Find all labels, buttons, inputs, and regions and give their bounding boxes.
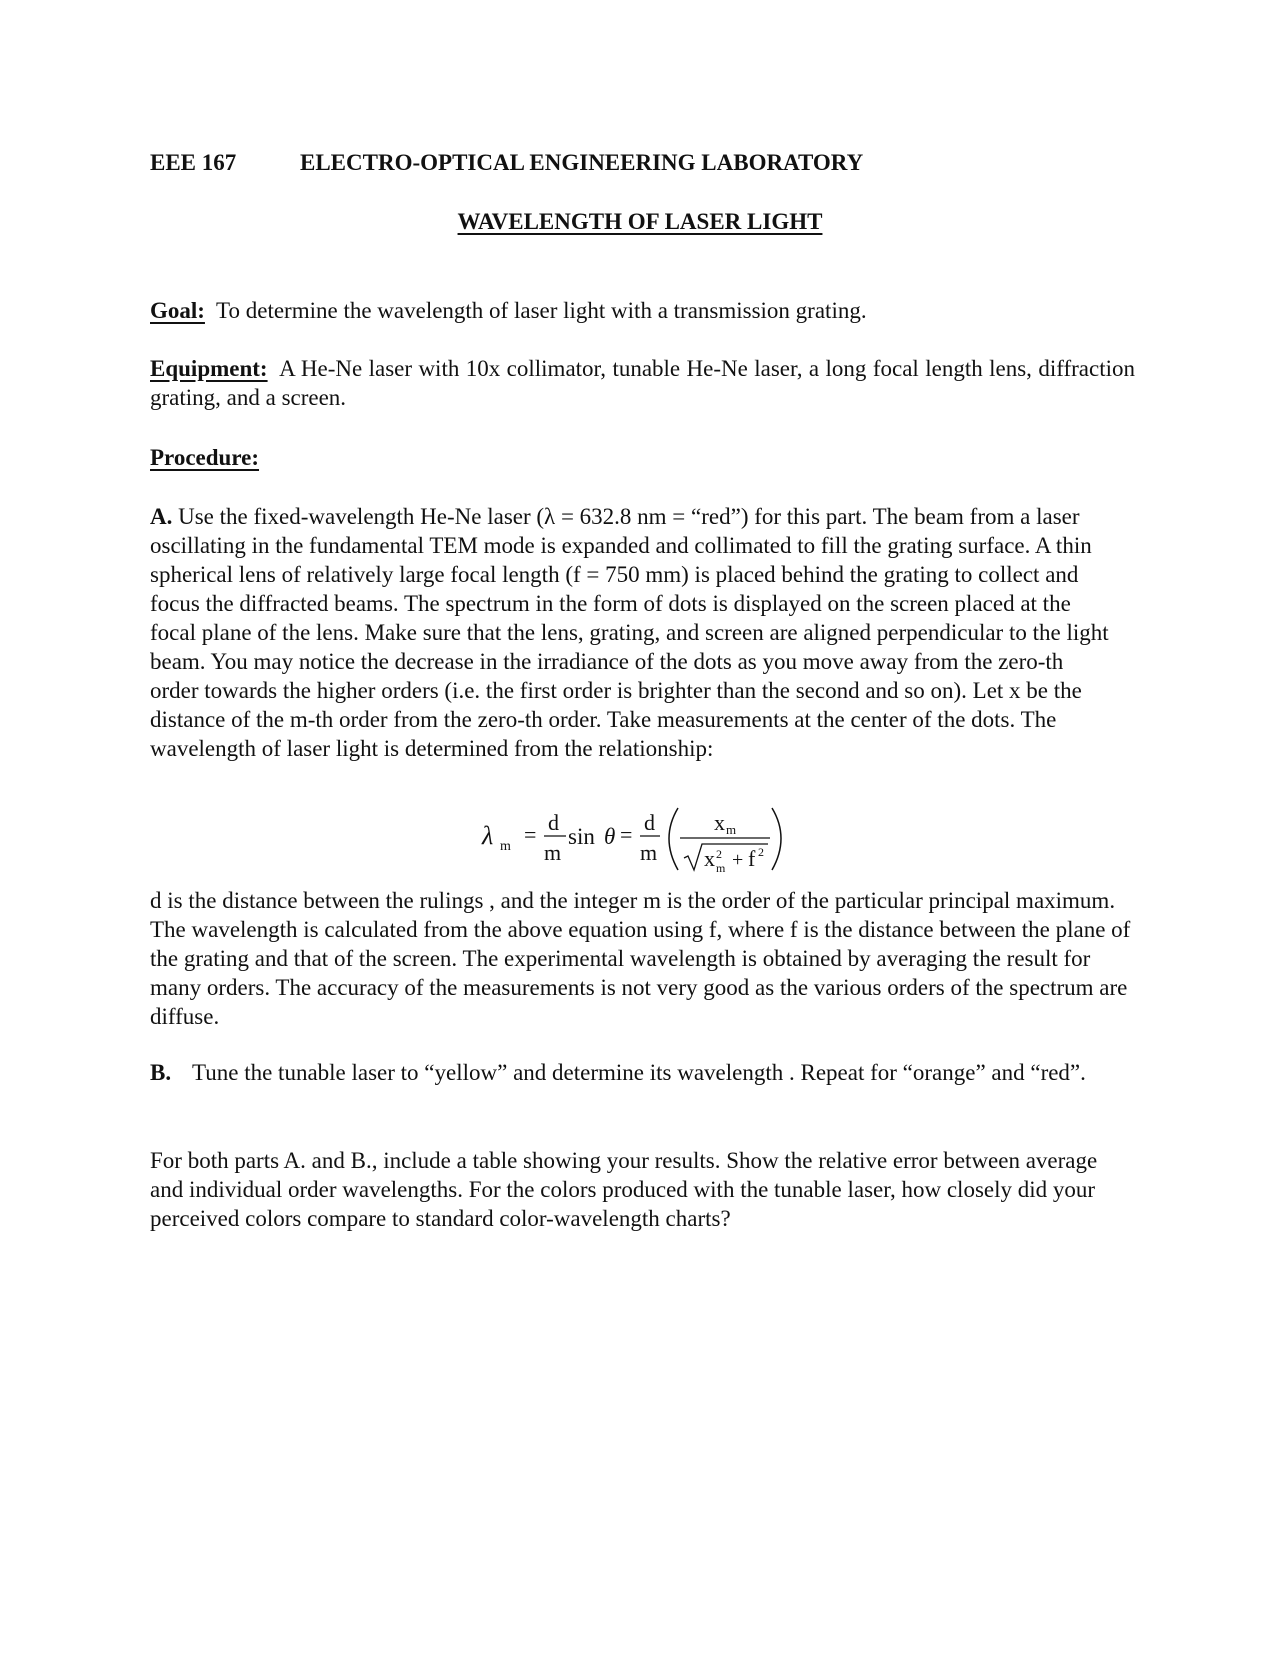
lab-name: ELECTRO-OPTICAL ENGINEERING LABORATORY xyxy=(300,150,864,175)
eq-equals-2: = xyxy=(620,822,633,847)
equation-graphic xyxy=(470,800,810,880)
part-b-paragraph xyxy=(150,1058,1132,1087)
part-a-label: A. xyxy=(150,504,173,529)
eq-numerator-x-sub: m xyxy=(726,822,737,837)
eq-left-paren xyxy=(669,808,678,870)
procedure-section-heading xyxy=(150,443,1135,472)
eq-equals-1: = xyxy=(524,822,537,847)
document-title: WAVELENGTH OF LASER LIGHT xyxy=(457,209,823,234)
eq-denominator-x: x xyxy=(704,846,715,871)
eq-lambda-subscript: m xyxy=(500,839,511,854)
part-a-text: Use the fixed-wavelength He-Ne laser (λ = 632.8 nm = “red”) for this part. The beam from a laser oscillating in the fundamental TEM mode is expanded and collimated to fill the grating surface. A thin spherical lens of relatively large focal length (f = 750 mm) is placed behind the grating to collect and focus the diffracted beams. The spectrum in the form of dots is displayed on the screen placed at the focal plane of the lens. Make sure that the lens, grating, and screen are aligned perpendicular to the light beam. You may notice the decrease in the irradiance of the dots as you move away from the zero-th order towards the higher orders (i.e. the first order is brighter than the second and so on). Let x be the distance of the m-th order from the zero-th order. Take measurements at the center of the dots. The wavelength of laser light is determined from the relationship: xyxy=(150,504,1109,761)
wavelength-equation xyxy=(470,800,810,880)
course-code: EEE 167 xyxy=(150,150,237,175)
goal-text: To determine the wavelength of laser light with a transmission grating. xyxy=(216,298,867,323)
eq-frac1-numerator: d xyxy=(548,810,559,835)
procedure-label: Procedure: xyxy=(150,445,260,470)
eq-sqrt-sign xyxy=(684,844,768,870)
equipment-text: A He-Ne laser with 10x collimator, tunable He-Ne laser, a long focal length lens, diffraction grating, and a screen. xyxy=(150,356,1135,410)
goal-label: Goal: xyxy=(150,298,205,323)
eq-denominator-x-sup: 2 xyxy=(716,847,722,861)
eq-theta: θ xyxy=(604,824,616,849)
part-b-label: B. xyxy=(150,1060,172,1085)
closing-paragraph: For both parts A. and B., include a table showing your results. Show the relative error between average and individual order wavelengths. For the colors produced with the tunable laser, how closely did your perceived colors compare to standard color-wavelength charts? xyxy=(150,1148,1098,1231)
goal-section xyxy=(150,296,1135,325)
course-header xyxy=(150,150,863,176)
eq-right-paren xyxy=(772,808,781,870)
eq-frac2-numerator: d xyxy=(644,810,655,835)
eq-sin: sin xyxy=(568,824,595,849)
part-b-text: Tune the tunable laser to “yellow” and determine its wavelength . Repeat for “orange” and “red”. xyxy=(192,1060,1086,1085)
eq-denominator-f: f xyxy=(748,846,756,871)
eq-frac1-denominator: m xyxy=(544,840,562,865)
eq-denominator-x-sub: m xyxy=(716,861,726,875)
eq-plus: + xyxy=(732,849,744,871)
d-definition-paragraph: d is the distance between the rulings , and the integer m is the order of the particular principal maximum. The wavelength is calculated from the above equation using f, where f is the distance between the plane of the grating and that of the screen. The experimental wavelength is obtained by averaging the result for many orders. The accuracy of the measurements is not very good as the various orders of the spectrum are diffuse. xyxy=(150,888,1131,1029)
part-a-paragraph xyxy=(150,502,1110,763)
eq-lambda: λ xyxy=(482,821,494,850)
equipment-label: Equipment: xyxy=(150,356,268,381)
eq-denominator-f-sup: 2 xyxy=(758,845,764,859)
equipment-section xyxy=(150,354,1135,412)
eq-frac2-denominator: m xyxy=(640,840,658,865)
eq-numerator-x: x xyxy=(714,810,725,835)
